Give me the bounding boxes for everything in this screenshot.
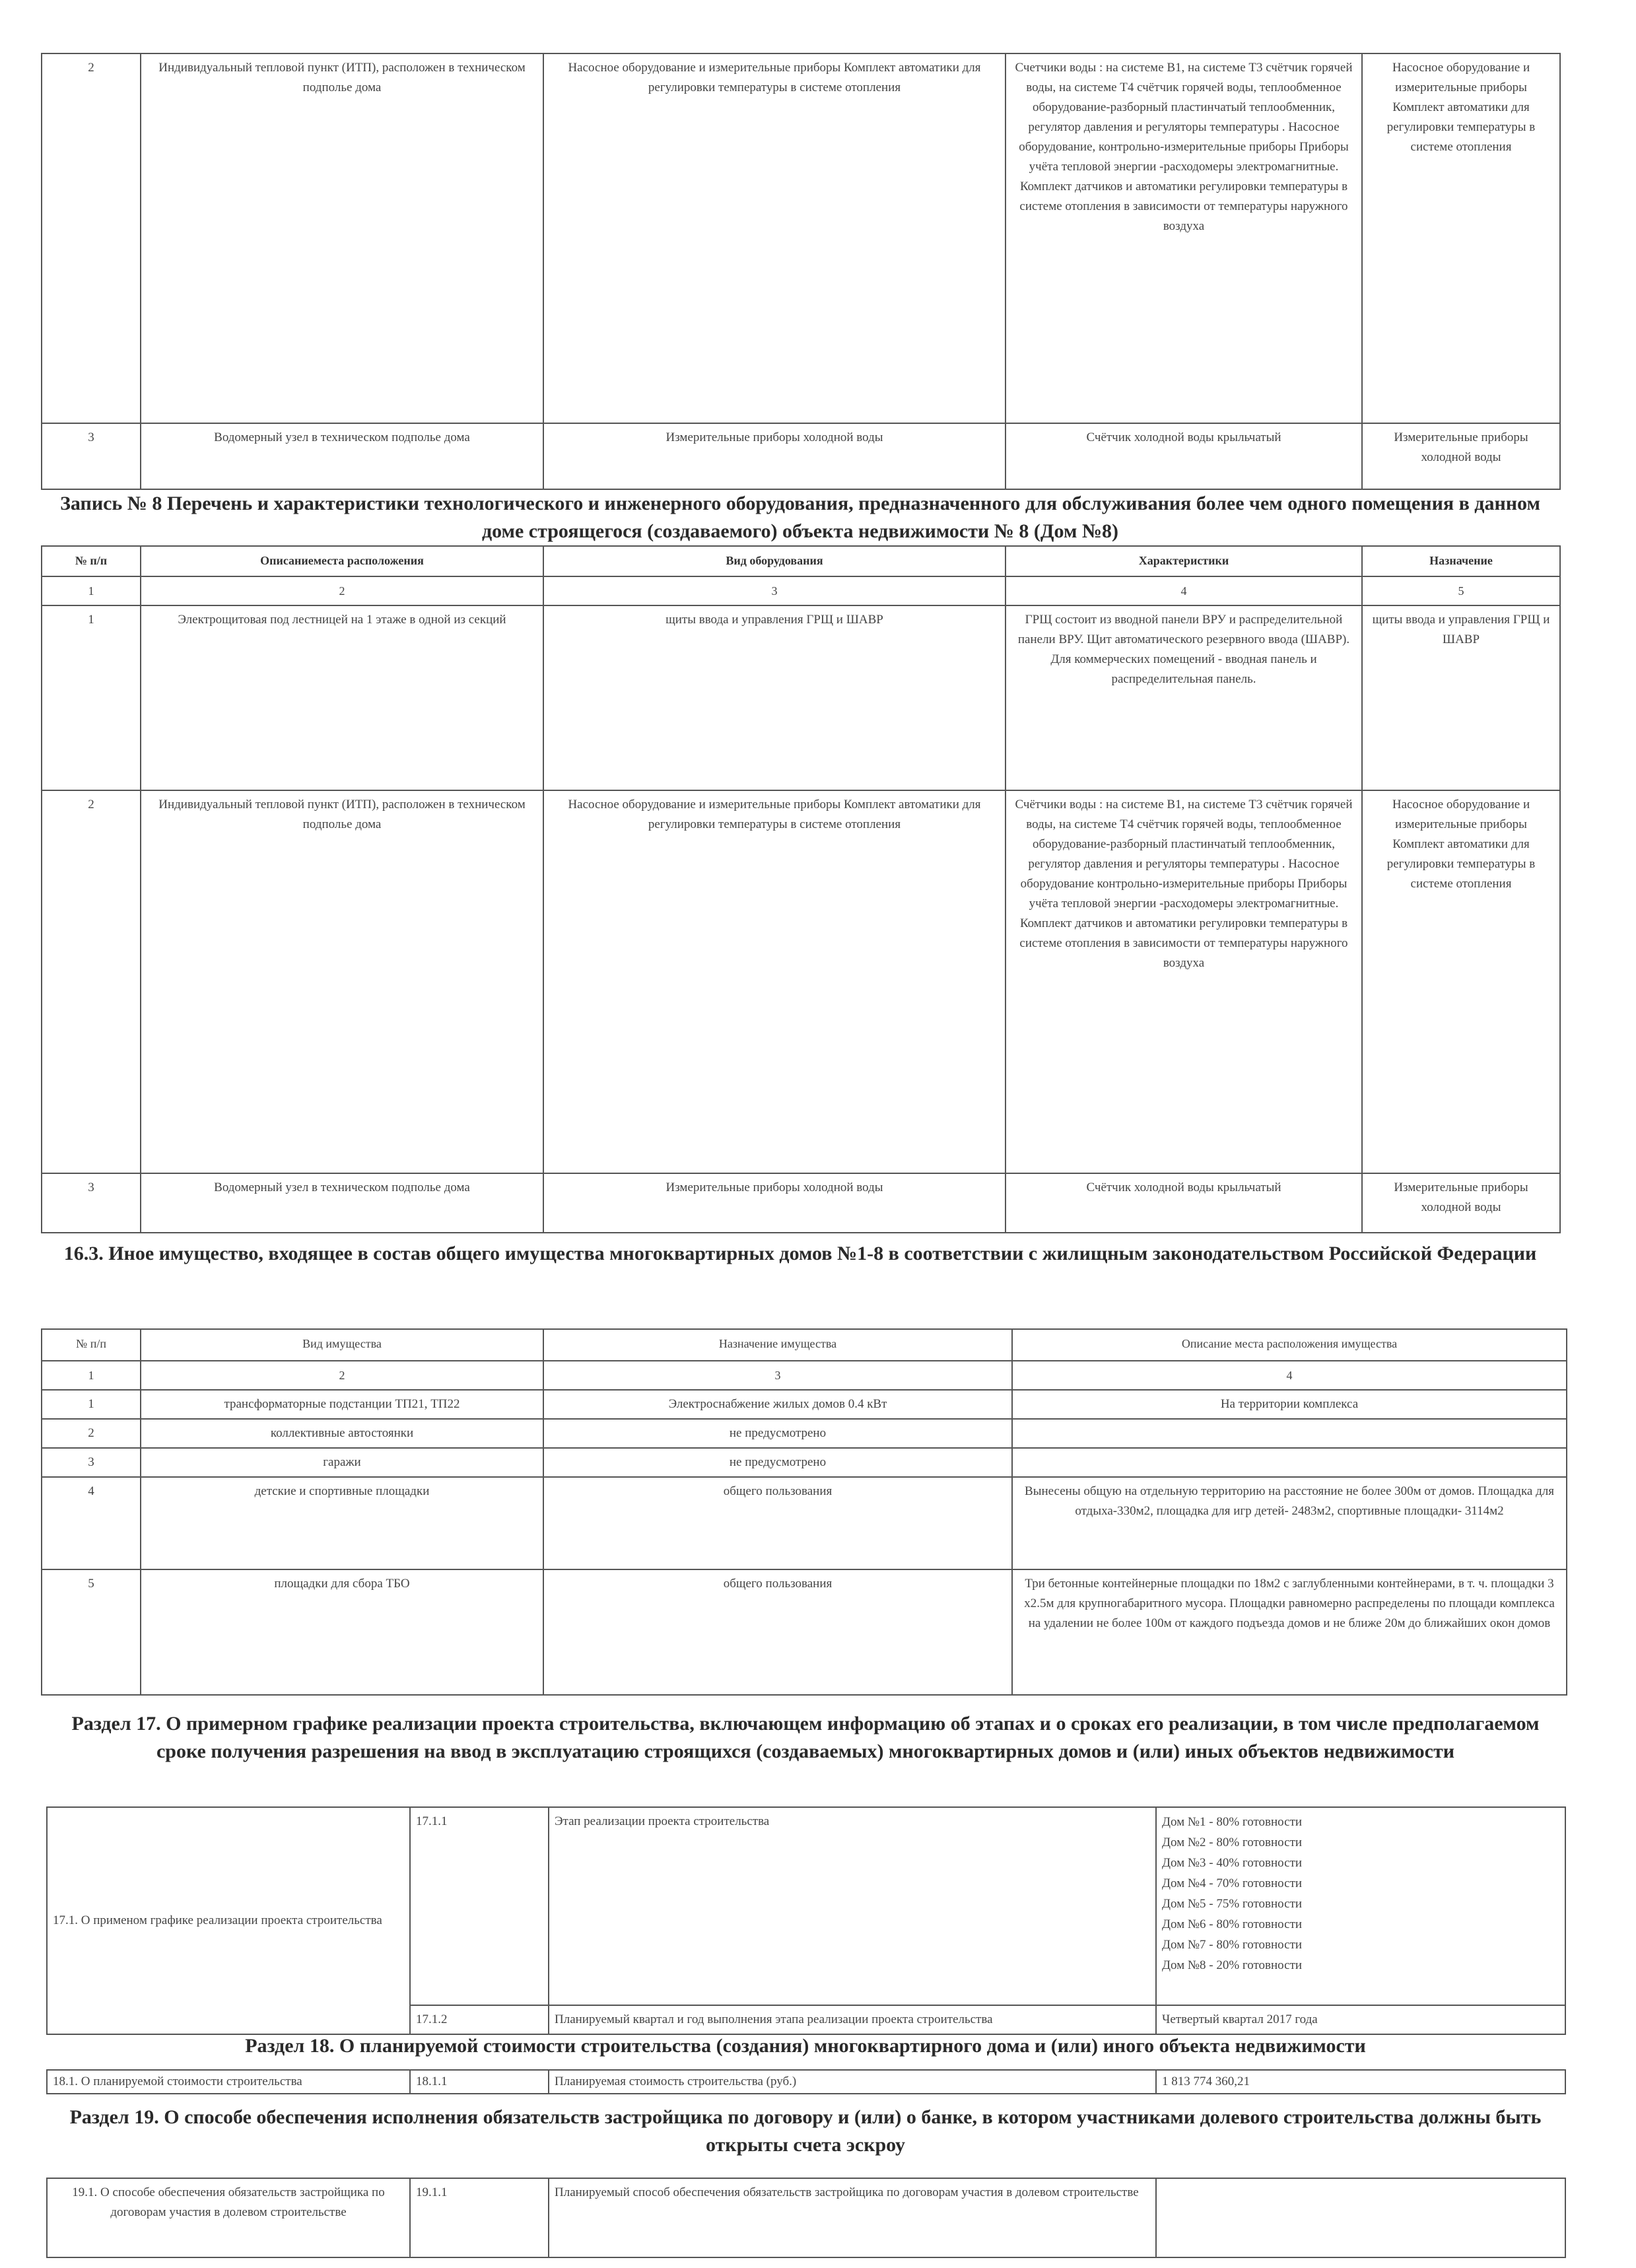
location-cell: Индивидуальный тепловой пункт (ИТП), расположен в техническом подполье дома [141, 790, 543, 1173]
characteristics-cell: Счётчики воды : на системе В1, на системе Т3 счётчик горячей воды, на системе Т4 счётчик горячей воды, теплообменное оборудование-разборный пластинчатый теплообменник, регулятор давления и регуляторы температуры . Насосное оборудование контрольно-измерительные приборы Приборы учёта тепловой энергии -расходомеры электромагнитные. Комплект датчиков и автоматики регулировки температуры в системе отопления в зависимости от температуры наружного воздуха [1005, 790, 1362, 1173]
property-purpose-cell: Электроснабжение жилых домов 0.4 кВт [543, 1390, 1012, 1419]
list-item: Дом №6 - 80% готовности [1162, 1917, 1303, 1931]
property-location-cell [1012, 1419, 1567, 1448]
section-19-title: Раздел 19. О способе обеспечения исполнения обязательств застройщика по договору и (или) о банке, в котором участниками долевого строительства должны быть открыты счета эскроу [69, 2106, 1542, 2156]
property-kind-cell: площадки для сбора ТБО [141, 1569, 543, 1695]
column-number: 4 [1005, 576, 1362, 605]
field-value: 1 813 774 360,21 [1156, 2070, 1565, 2094]
table-row [42, 1173, 1560, 1233]
location-cell: Водомерный узел в техническом подполье дома [141, 1173, 543, 1233]
list-item: Дом №3 - 40% готовности [1162, 1856, 1303, 1870]
field-name: Этап реализации проекта строительства [549, 1807, 1156, 2005]
characteristics-cell: Счетчики воды : на системе В1, на системе Т3 счётчик горячей воды, на системе Т4 счётчик горячей воды, теплообменное оборудование-разборный пластинчатый теплообменник, регулятор давления и регуляторы температуры . Насосное оборудование, контрольно-измерительные приборы Приборы учёта тепловой энергии -расходомеры электромагнитные. Комплект датчиков и автоматики регулировки температуры в системе отопления в зависимости от температуры наружного воздуха [1005, 53, 1362, 423]
column-number: 5 [1362, 576, 1560, 605]
purpose-cell: Насосное оборудование и измерительные приборы Комплект автоматики для регулировки температуры в системе отопления [1362, 53, 1560, 423]
field-code: 18.1.1 [410, 2070, 549, 2094]
property-location-cell [1012, 1448, 1567, 1477]
purpose-cell: Измерительные приборы холодной воды [1362, 1173, 1560, 1233]
row-number: 1 [42, 605, 141, 790]
field-code: 17.1.2 [410, 2005, 549, 2034]
column-number: 1 [42, 1361, 141, 1390]
row-number: 3 [42, 1173, 141, 1233]
table-row [42, 1419, 1567, 1448]
property-purpose-cell: общего пользования [543, 1569, 1012, 1695]
section-18-title: Раздел 18. О планируемой стоимости строительства (создания) многоквартирного дома и (или) иного объекта недвижимости [245, 2035, 1366, 2057]
table-row [42, 1390, 1567, 1419]
field-name: Планируемый квартал и год выполнения этапа реализации проекта строительства [549, 2005, 1156, 2034]
column-header: Характеристики [1005, 546, 1362, 576]
column-header: Описаниеместа расположения [141, 546, 543, 576]
list-item: Дом №5 - 75% готовности [1162, 1897, 1303, 1911]
record-8-title: Запись № 8 Перечень и характеристики технологического и инженерного оборудования, предназначенного для обслуживания более чем одного помещения в данном доме строящегося (создаваемого) объекта недвижимости № 8 (Дом №8) [60, 493, 1540, 542]
row-number: 2 [42, 1419, 141, 1448]
column-header: № п/п [42, 546, 141, 576]
table-row [42, 605, 1560, 790]
column-number-row [42, 1361, 1567, 1390]
row-number: 4 [42, 1477, 141, 1569]
list-item: Дом №8 - 20% готовности [1162, 1958, 1303, 1972]
field-value [1156, 2178, 1565, 2257]
field-name: Планируемый способ обеспечения обязательств застройщика по договорам участия в долевом строительстве [549, 2178, 1156, 2257]
table-row [42, 1448, 1567, 1477]
property-location-cell: Вынесены общую на отдельную территорию на расстояние не более 300м от домов. Площадка для отдыха-330м2, площадка для игр детей- 2483м2, спортивные площадки- 3114м2 [1012, 1477, 1567, 1569]
column-number: 3 [543, 576, 1005, 605]
characteristics-cell: Счётчик холодной воды крыльчатый [1005, 423, 1362, 489]
section-label: 19.1. О способе обеспечения обязательств застройщика по договорам участия в долевом строительстве [47, 2178, 410, 2257]
table-row [47, 2178, 1565, 2257]
location-cell: Электрощитовая под лестницей на 1 этаже в одной из секций [141, 605, 543, 790]
property-location-cell: На территории комплекса [1012, 1390, 1567, 1419]
list-item: Дом №7 - 80% готовности [1162, 1938, 1303, 1952]
property-kind-cell: детские и спортивные площадки [141, 1477, 543, 1569]
row-number: 2 [42, 53, 141, 423]
table-row [47, 2070, 1565, 2094]
other-property-table [41, 1328, 1567, 1696]
field-value: Четвертый квартал 2017 года [1156, 2005, 1565, 2034]
column-header: Назначение имущества [543, 1329, 1012, 1361]
equipment-table-record-8 [41, 545, 1561, 1233]
column-number: 3 [543, 1361, 1012, 1390]
list-item: Дом №1 - 80% готовности [1162, 1815, 1303, 1829]
row-number: 3 [42, 423, 141, 489]
characteristics-cell: ГРЩ состоит из вводной панели ВРУ и распределительной панели ВРУ. Щит автоматического резервного ввода (ШАВР). Для коммерческих помещений - вводная панель и распределительная панель. [1005, 605, 1362, 790]
location-cell: Водомерный узел в техническом подполье дома [141, 423, 543, 489]
equipment-type-cell: Насосное оборудование и измерительные приборы Комплект автоматики для регулировки температуры в системе отопления [543, 53, 1005, 423]
table-row [42, 1569, 1567, 1695]
purpose-cell: Насосное оборудование и измерительные приборы Комплект автоматики для регулировки температуры в системе отопления [1362, 790, 1560, 1173]
row-number: 3 [42, 1448, 141, 1477]
row-number: 1 [42, 1390, 141, 1419]
equipment-table-continued [41, 53, 1561, 490]
table-header-row [42, 1329, 1567, 1361]
column-number: 2 [141, 576, 543, 605]
equipment-type-cell: Насосное оборудование и измерительные приборы Комплект автоматики для регулировки температуры в системе отопления [543, 790, 1005, 1173]
purpose-cell: Измерительные приборы холодной воды [1362, 423, 1560, 489]
table-row [42, 53, 1560, 423]
column-number-row [42, 576, 1560, 605]
table-row [47, 1807, 1565, 2005]
row-number: 2 [42, 790, 141, 1173]
column-header: Вид имущества [141, 1329, 543, 1361]
section-16-3-title: 16.3. Иное имущество, входящее в состав общего имущества многоквартирных домов №1-8 в соответствии с жилищным законодательством Российской Федерации [63, 1243, 1537, 1264]
equipment-type-cell: щиты ввода и управления ГРЩ и ШАВР [543, 605, 1005, 790]
property-purpose-cell: общего пользования [543, 1477, 1012, 1569]
column-number: 4 [1012, 1361, 1567, 1390]
equipment-type-cell: Измерительные приборы холодной воды [543, 423, 1005, 489]
column-header: № п/п [42, 1329, 141, 1361]
list-item: Дом №2 - 80% готовности [1162, 1836, 1303, 1849]
section-18-table [46, 2069, 1566, 2094]
table-header-row [42, 546, 1560, 576]
property-kind-cell: трансформаторные подстанции ТП21, ТП22 [141, 1390, 543, 1419]
property-purpose-cell: не предусмотрено [543, 1448, 1012, 1477]
field-code: 19.1.1 [410, 2178, 549, 2257]
purpose-cell: щиты ввода и управления ГРЩ и ШАВР [1362, 605, 1560, 790]
table-row [42, 423, 1560, 489]
section-label: 18.1. О планируемой стоимости строительства [47, 2070, 410, 2094]
section-19-table [46, 2178, 1566, 2258]
table-row [42, 1477, 1567, 1569]
table-row [42, 790, 1560, 1173]
equipment-type-cell: Измерительные приборы холодной воды [543, 1173, 1005, 1233]
row-number: 5 [42, 1569, 141, 1695]
column-number: 1 [42, 576, 141, 605]
property-kind-cell: гаражи [141, 1448, 543, 1477]
section-17-table [46, 1806, 1566, 2035]
column-header: Назначение [1362, 546, 1560, 576]
list-item: Дом №4 - 70% готовности [1162, 1876, 1303, 1890]
property-kind-cell: коллективные автостоянки [141, 1419, 543, 1448]
property-location-cell: Три бетонные контейнерные площадки по 18м2 с заглубленными контейнерами, в т. ч. площадки 3 х2.5м для крупногабаритного мусора. Площадки равномерно распределены по площади комплекса на удалении не более 100м от каждого подъезда домов и не ближе 20м до ближайших окон домов [1012, 1569, 1567, 1695]
column-header: Вид оборудования [543, 546, 1005, 576]
location-cell: Индивидуальный тепловой пункт (ИТП), расположен в техническом подполье дома [141, 53, 543, 423]
section-17-title: Раздел 17. О примерном графике реализации проекта строительства, включающем информацию об этапах и о сроках его реализации, в том числе предполагаемом сроке получения разрешения на ввод в эксплуатацию строящихся (создаваемых) многоквартирных домов и (или) иных объектов недвижимости [71, 1713, 1540, 1762]
section-label: 17.1. О применом графике реализации проекта строительства [47, 1807, 410, 2034]
characteristics-cell: Счётчик холодной воды крыльчатый [1005, 1173, 1362, 1233]
field-code: 17.1.1 [410, 1807, 549, 2005]
column-header: Описание места расположения имущества [1012, 1329, 1567, 1361]
column-number: 2 [141, 1361, 543, 1390]
field-name: Планируемая стоимость строительства (руб.) [549, 2070, 1156, 2094]
property-purpose-cell: не предусмотрено [543, 1419, 1012, 1448]
readiness-list [1156, 1807, 1565, 2005]
